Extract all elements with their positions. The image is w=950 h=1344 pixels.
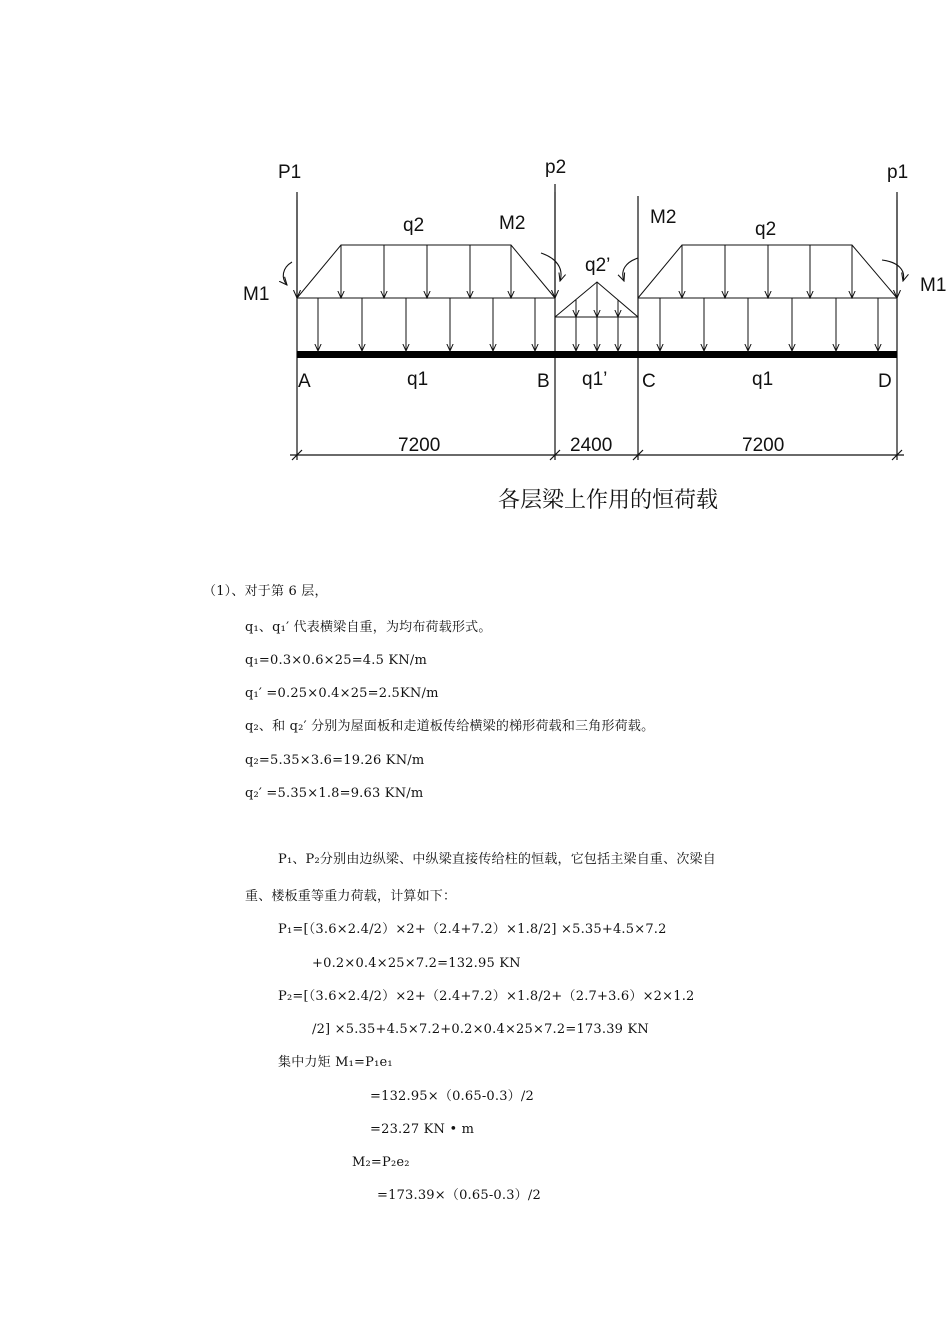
text-line-m2-def: M₂=P₂e₂ xyxy=(352,1155,410,1170)
label-B: B xyxy=(537,371,550,392)
triangle-load-q2p xyxy=(555,282,638,317)
label-D: D xyxy=(878,371,892,392)
text-line-q1: q₁=0.3×0.6×25=4.5 KN/m xyxy=(245,653,427,668)
text-line-q1-desc: q₁、q₁′ 代表横梁自重，为均布荷载形式。 xyxy=(245,620,492,635)
section-heading: （1）、对于第 6 层， xyxy=(203,584,328,599)
label-q1-right: q1 xyxy=(752,369,774,390)
text-line-p1-1: P₁=[（3.6×2.4/2）×2+（2.4+7.2）×1.8/2] ×5.35+4.5×7.2 xyxy=(278,922,667,937)
uniform-load-q1p-middle xyxy=(555,317,638,351)
label-q1-left: q1 xyxy=(407,369,429,390)
label-q2p: q2’ xyxy=(585,255,611,276)
label-q2-left: q2 xyxy=(403,215,425,236)
text-line-m2-calc: =173.39×（0.65-0.3）/2 xyxy=(377,1188,541,1203)
label-P1: P1 xyxy=(278,162,302,183)
diagram-caption: 各层梁上作用的恒荷载 xyxy=(498,487,719,512)
label-p2: p2 xyxy=(545,157,567,178)
dimension-7200-right: 7200 xyxy=(742,435,785,456)
text-line-m1-def: 集中力矩 M₁=P₁e₁ xyxy=(278,1055,393,1070)
beam xyxy=(297,351,897,358)
text-line-p-desc-1: P₁、P₂分别由边纵梁、中纵梁直接传给柱的恒载，它包括主梁自重、次梁自 xyxy=(278,852,716,867)
label-q1p: q1’ xyxy=(582,369,608,390)
text-line-p2-2: /2] ×5.35+4.5×7.2+0.2×0.4×25×7.2=173.39 KN xyxy=(312,1022,649,1037)
dimension-7200-left: 7200 xyxy=(398,435,441,456)
text-line-q2p: q₂′ =5.35×1.8=9.63 KN/m xyxy=(245,786,424,801)
label-C: C xyxy=(642,371,656,392)
text-line-q2-desc: q₂、和 q₂′ 分别为屋面板和走道板传给横梁的梯形荷载和三角形荷载。 xyxy=(245,719,655,734)
text-line-p2-1: P₂=[（3.6×2.4/2）×2+（2.4+7.2）×1.8/2+（2.7+3.6）×2×1.2 xyxy=(278,989,695,1004)
trapezoid-load-q2-right xyxy=(638,245,897,298)
text-line-m1-result: =23.27 KN • m xyxy=(370,1122,475,1137)
text-line-p-desc-2: 重、楼板重等重力荷载，计算如下： xyxy=(245,889,457,904)
uniform-load-q1-left xyxy=(297,298,555,351)
text-line-q1p: q₁′ =0.25×0.4×25=2.5KN/m xyxy=(245,686,439,701)
dimension-2400: 2400 xyxy=(570,435,613,456)
trapezoid-load-q2-left xyxy=(297,245,555,298)
label-M1-right: M1 xyxy=(920,275,947,296)
label-q2-right: q2 xyxy=(755,219,777,240)
text-line-m1-calc: =132.95×（0.65-0.3）/2 xyxy=(370,1089,534,1104)
text-line-p1-2: +0.2×0.4×25×7.2=132.95 KN xyxy=(312,956,521,971)
beam-load-diagram xyxy=(0,0,950,560)
label-p1: p1 xyxy=(887,162,909,183)
label-M2-left: M2 xyxy=(499,213,526,234)
label-M2-right: M2 xyxy=(650,207,677,228)
text-line-q2: q₂=5.35×3.6=19.26 KN/m xyxy=(245,753,425,768)
label-A: A xyxy=(298,371,311,392)
label-M1-left: M1 xyxy=(243,284,270,305)
uniform-load-q1-right xyxy=(638,298,897,351)
